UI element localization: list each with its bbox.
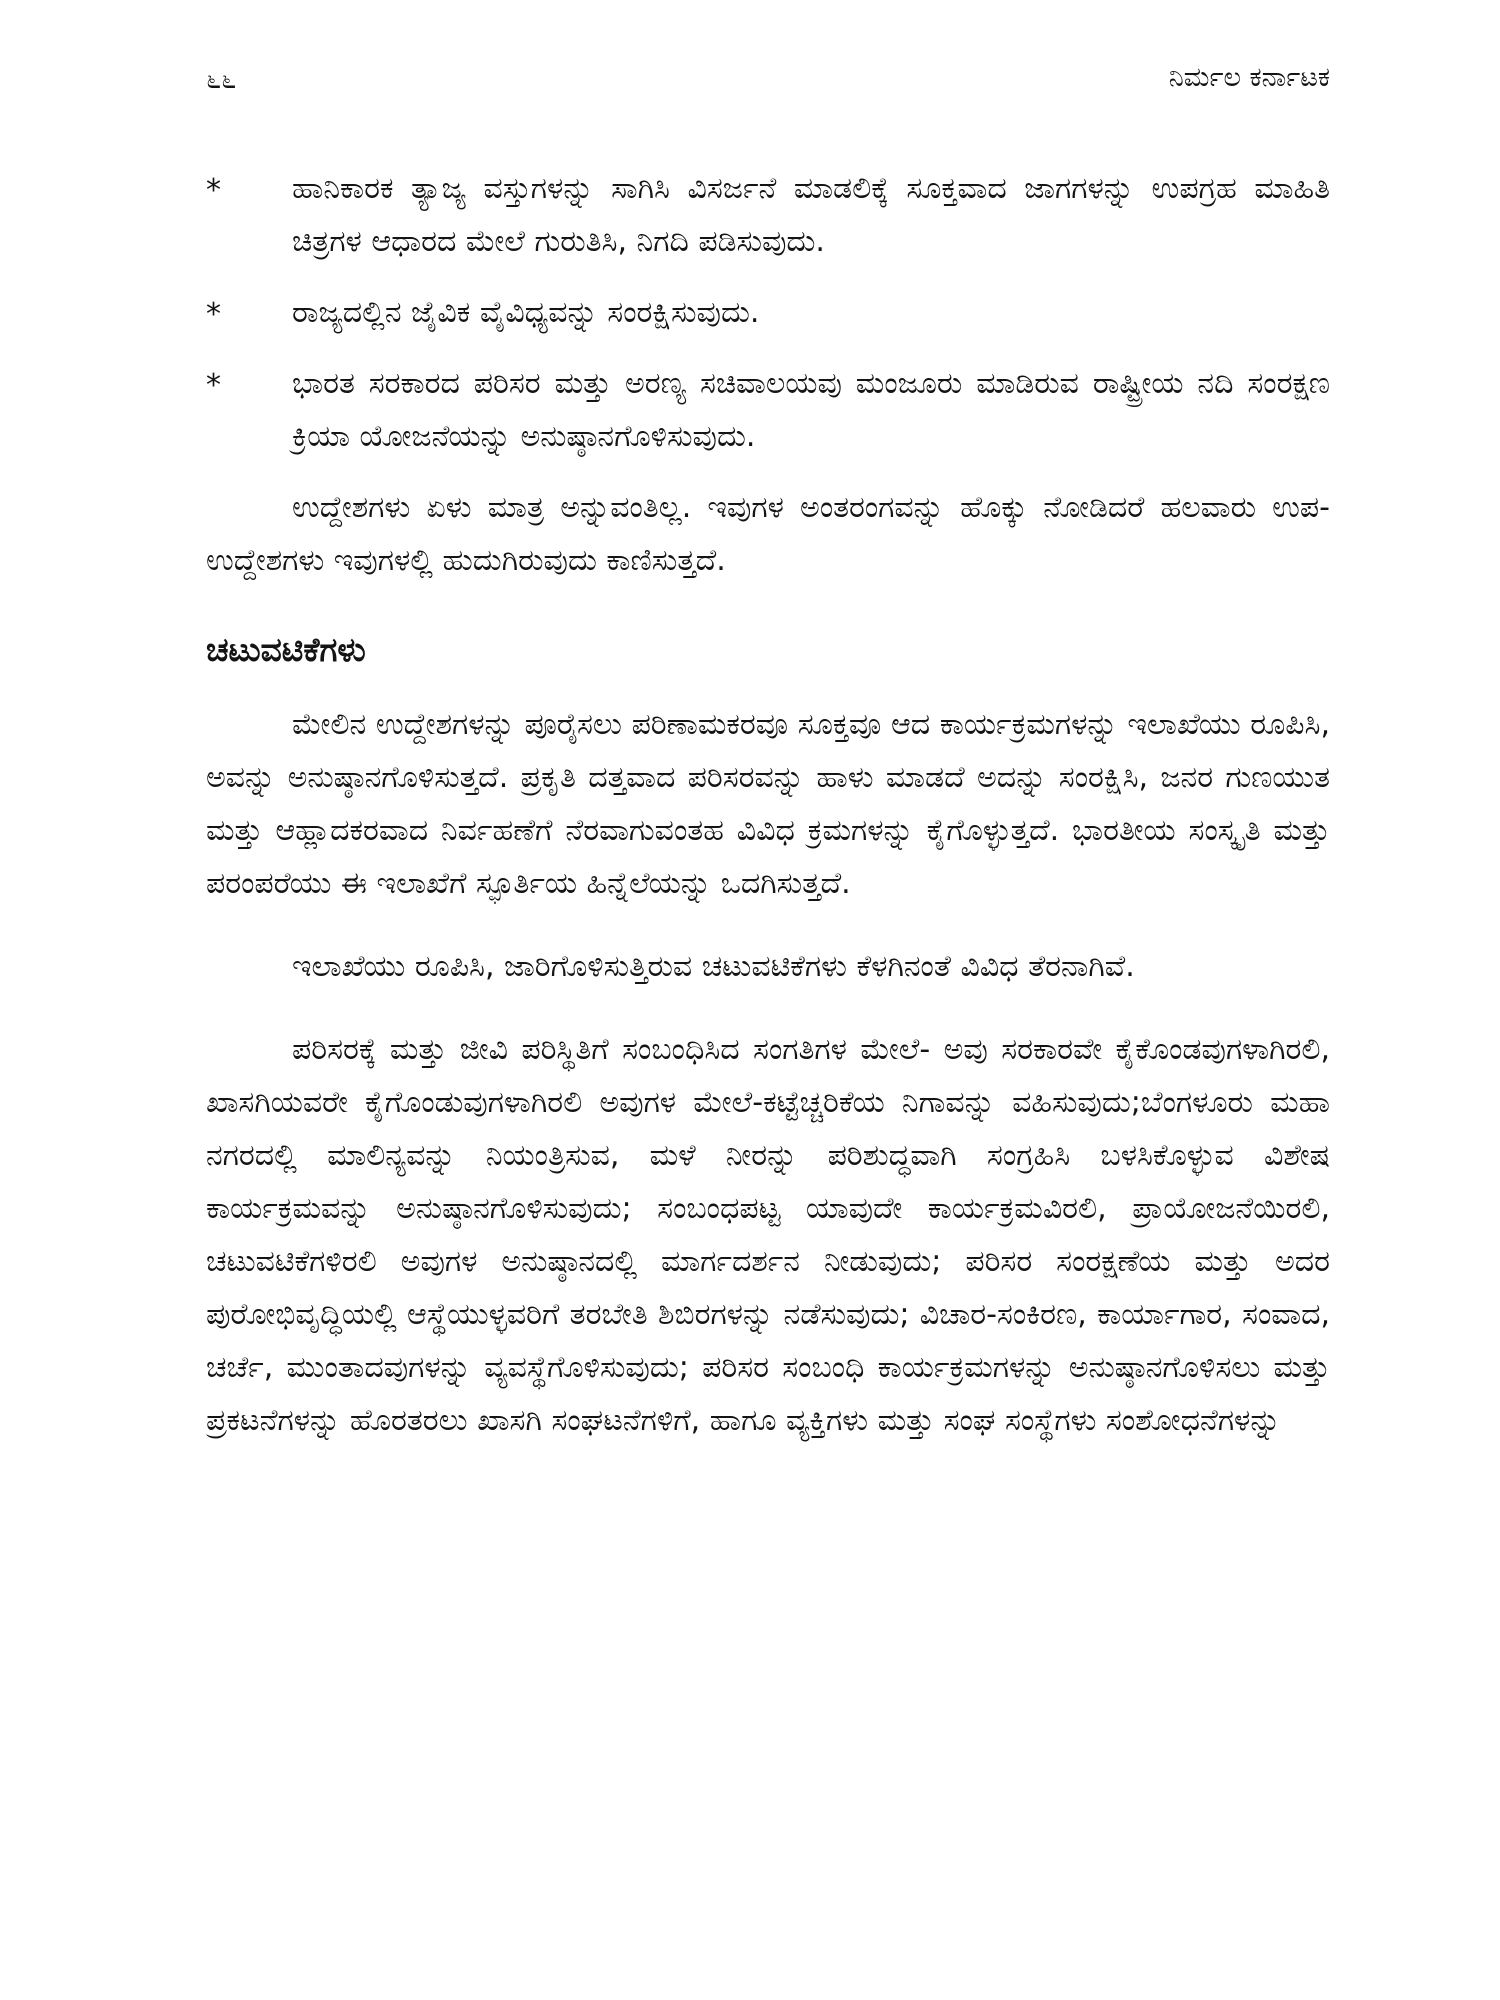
- section-heading: ಚಟುವಟಿಕೆಗಳು: [206, 630, 366, 669]
- bullet-item: [206, 357, 1330, 463]
- objectives-paragraph: ಉದ್ದೇಶಗಳು ಏಳು ಮಾತ್ರ ಅನ್ನುವಂತಿಲ್ಲ. ಇವುಗಳ ಅಂತರಂಗವನ್ನು ಹೊಕ್ಕು ನೋಡಿದರೆ ಹಲವಾರು ಉಪ-ಉದ್ದೇಶಗಳು ಇವುಗಳಲ್ಲಿ ಹುದುಗಿರುವುದು ಕಾಣಿಸುತ್ತದೆ.: [206, 490, 1330, 578]
- page-header: [206, 62, 1330, 102]
- page-body: [206, 162, 1330, 1477]
- body-paragraph: ಪರಿಸರಕ್ಕೆ ಮತ್ತು ಜೀವಿ ಪರಿಸ್ಥಿತಿಗೆ ಸಂಬಂಧಿಸಿದ ಸಂಗತಿಗಳ ಮೇಲೆ- ಅವು ಸರಕಾರವೇ ಕೈಕೊಂಡವುಗಳಾಗಿರಲಿ, ಖಾಸಗಿಯವರೇ ಕೈಗೊಂಡುವುಗಳಾಗಿರಲಿ ಅವುಗಳ ಮೇಲೆ-ಕಟ್ಟೆಚ್ಚರಿಕೆಯ ನಿಗಾವನ್ನು ವಹಿಸುವುದು;ಬೆಂಗಳೂರು ಮಹಾ ನಗರದಲ್ಲಿ ಮಾಲಿನ್ಯವನ್ನು ನಿಯಂತ್ರಿಸುವ, ಮಳೆ ನೀರನ್ನು ಪರಿಶುದ್ಧವಾಗಿ ಸಂಗ್ರಹಿಸಿ ಬಳಸಿಕೊಳ್ಳುವ ವಿಶೇಷ ಕಾರ್ಯಕ್ರಮವನ್ನು ಅನುಷ್ಠಾನಗೊಳಿಸುವುದು; ಸಂಬಂಧಪಟ್ಟ ಯಾವುದೇ ಕಾರ್ಯಕ್ರಮವಿರಲಿ, ಪ್ರಾಯೋಜನೆಯಿರಲಿ, ಚಟುವಟಿಕೆಗಳಿರಲಿ ಅವುಗಳ ಅನುಷ್ಠಾನದಲ್ಲಿ ಮಾರ್ಗದರ್ಶನ ನೀಡುವುದು; ಪರಿಸರ ಸಂರಕ್ಷಣೆಯ ಮತ್ತು ಅದರ ಪುರೋಭಿವೃದ್ಧಿಯಲ್ಲಿ ಆಸ್ಥೆಯುಳ್ಳವರಿಗೆ ತರಬೇತಿ ಶಿಬಿರಗಳನ್ನು ನಡೆಸುವುದು; ವಿಚಾರ-ಸಂಕಿರಣ, ಕಾರ್ಯಾಗಾರ, ಸಂವಾದ, ಚರ್ಚೆ, ಮುಂತಾದವುಗಳನ್ನು ವ್ಯವಸ್ಥೆಗೊಳಿಸುವುದು; ಪರಿಸರ ಸಂಬಂಧಿ ಕಾರ್ಯಕ್ರಮಗಳನ್ನು ಅನುಷ್ಠಾನಗೊಳಿಸಲು ಮತ್ತು ಪ್ರಕಟನೆಗಳನ್ನು ಹೊರತರಲು ಖಾಸಗಿ ಸಂಘಟನೆಗಳಿಗೆ, ಹಾಗೂ ವ್ಯಕ್ತಿಗಳು ಮತ್ತು ಸಂಘ ಸಂಸ್ಥೆಗಳು ಸಂಶೋಧನೆಗಳನ್ನು: [206, 1032, 1330, 1438]
- body-paragraph: ಮೇಲಿನ ಉದ್ದೇಶಗಳನ್ನು ಪೂರೈಸಲು ಪರಿಣಾಮಕರವೂ ಸೂಕ್ತವೂ ಆದ ಕಾರ್ಯಕ್ರಮಗಳನ್ನು ಇಲಾಖೆಯು ರೂಪಿಸಿ, ಅವನ್ನು ಅನುಷ್ಠಾನಗೊಳಿಸುತ್ತದೆ. ಪ್ರಕೃತಿ ದತ್ತವಾದ ಪರಿಸರವನ್ನು ಹಾಳು ಮಾಡದೆ ಅದನ್ನು ಸಂರಕ್ಷಿಸಿ, ಜನರ ಗುಣಯುತ ಮತ್ತು ಆಹ್ಲಾದಕರವಾದ ನಿರ್ವಹಣೆಗೆ ನೆರವಾಗುವಂತಹ ವಿವಿಧ ಕ್ರಮಗಳನ್ನು ಕೈಗೊಳ್ಳುತ್ತದೆ. ಭಾರತೀಯ ಸಂಸ್ಕೃತಿ ಮತ್ತು ಪರಂಪರೆಯು ಈ ಇಲಾಖೆಗೆ ಸ್ಫೂರ್ತಿಯ ಹಿನ್ನೆಲೆಯನ್ನು ಒದಗಿಸುತ್ತದೆ.: [206, 707, 1330, 901]
- page-number: ೬೬: [206, 64, 237, 95]
- bullet-text: ಭಾರತ ಸರಕಾರದ ಪರಿಸರ ಮತ್ತು ಅರಣ್ಯ ಸಚಿವಾಲಯವು ಮಂಜೂರು ಮಾಡಿರುವ ರಾಷ್ಟ್ರೀಯ ನದಿ ಸಂರಕ್ಷಣ ಕ್ರಿಯಾ ಯೋಜನೆಯನ್ನು ಅನುಷ್ಠಾನಗೊಳಿಸುವುದು.: [292, 366, 1330, 454]
- running-title: ನಿರ್ಮಲ ಕರ್ನಾಟಕ: [1168, 62, 1330, 93]
- bullet-item: [206, 286, 1330, 339]
- body-paragraph: ಇಲಾಖೆಯು ರೂಪಿಸಿ, ಜಾರಿಗೊಳಿಸುತ್ತಿರುವ ಚಟುವಟಿಕೆಗಳು ಕೆಳಗಿನಂತೆ ವಿವಿಧ ತೆರನಾಗಿವೆ.: [292, 949, 1135, 984]
- bullet-text: ಹಾನಿಕಾರಕ ತ್ಯಾಜ್ಯ ವಸ್ತುಗಳನ್ನು ಸಾಗಿಸಿ ವಿಸರ್ಜನೆ ಮಾಡಲಿಕ್ಕೆ ಸೂಕ್ತವಾದ ಜಾಗಗಳನ್ನು ಉಪಗ್ರಹ ಮಾಹಿತಿ ಚಿತ್ರಗಳ ಆಧಾರದ ಮೇಲೆ ಗುರುತಿಸಿ, ನಿಗದಿ ಪಡಿಸುವುದು.: [292, 171, 1330, 259]
- bullet-item: [206, 162, 1330, 268]
- bullet-text: ರಾಜ್ಯದಲ್ಲಿನ ಜೈವಿಕ ವೈವಿಧ್ಯವನ್ನು ಸಂರಕ್ಷಿಸುವುದು.: [292, 295, 760, 330]
- bullet-marker: *: [206, 173, 221, 208]
- bullet-marker: *: [206, 368, 221, 403]
- bullet-marker: *: [206, 297, 221, 332]
